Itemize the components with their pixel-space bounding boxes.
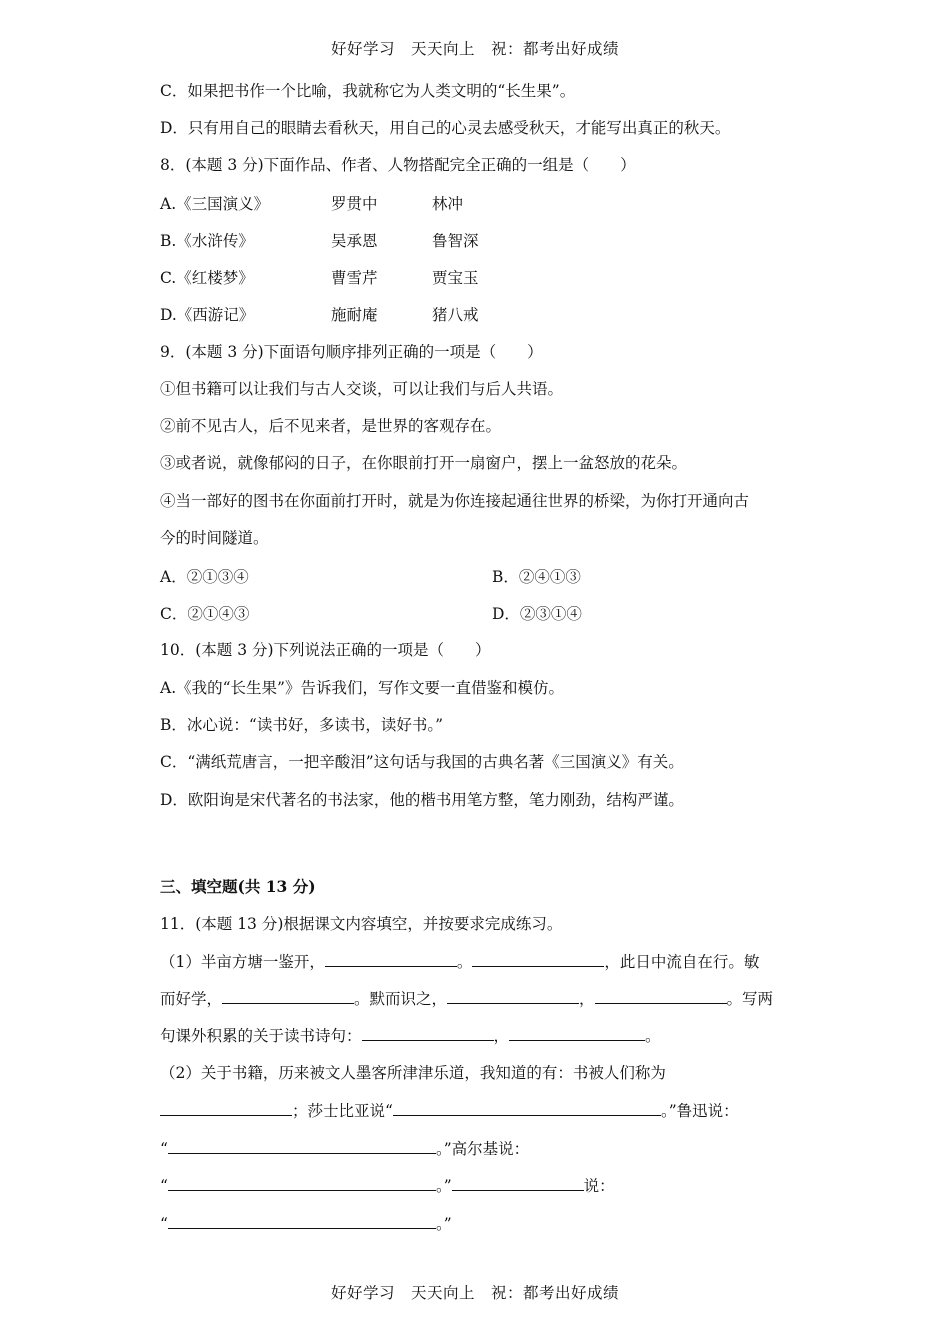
text: 。写两 (726, 990, 774, 1008)
q8-work: C.《红楼梦》 (160, 269, 254, 287)
q10-option-a: A.《我的“长生果”》告诉我们，写作文要一直借鉴和模仿。 (160, 679, 564, 697)
q10-option-c: C．“满纸荒唐言，一把辛酸泪”这句话与我国的古典名著《三国演义》有关。 (160, 753, 684, 771)
text: ， (579, 990, 595, 1008)
q9-stem: 9．(本题 3 分)下面语句顺序排列正确的一项是（ ） (160, 343, 543, 361)
answer-blank[interactable] (595, 988, 727, 1004)
q11-part2-line3 (160, 1138, 529, 1160)
q10-stem: 10．(本题 3 分)下列说法正确的一项是（ ） (160, 641, 491, 659)
text: 。” (435, 1215, 452, 1233)
q10-option-d: D．欧阳询是宋代著名的书法家，他的楷书用笔方整，笔力刚劲，结构严谨。 (160, 791, 684, 809)
text: 。 (645, 1027, 661, 1045)
q7-option-d: D．只有用自己的眼睛去看秋天，用自己的心灵去感受秋天，才能写出真正的秋天。 (160, 119, 731, 137)
text: 。默而识之， (354, 990, 448, 1008)
text: “ (160, 1140, 168, 1158)
q9-sentence-1: ①但书籍可以让我们与古人交谈，可以让我们与后人共语。 (160, 380, 564, 398)
text: 。” (435, 1177, 452, 1195)
q8-character: 林冲 (432, 195, 464, 213)
q11-part1-line1 (160, 951, 759, 973)
q11-part1-line2 (160, 988, 773, 1010)
answer-blank[interactable] (168, 1138, 436, 1154)
answer-blank[interactable] (160, 1100, 292, 1116)
answer-blank[interactable] (362, 1025, 494, 1041)
q7-option-c: C．如果把书作一个比喻，我就称它为人类文明的“长生果”。 (160, 82, 576, 100)
q10-option-b: B．冰心说：“读书好，多读书，读好书。” (160, 716, 443, 734)
q11-part2-line4 (160, 1175, 615, 1197)
text: ，此日中流自在行。敏 (604, 953, 760, 971)
answer-blank[interactable] (452, 1175, 584, 1191)
text: 句课外积累的关于读书诗句： (160, 1027, 362, 1045)
page-header: 好好学习 天天向上 祝：都考出好成绩 (330, 40, 619, 58)
text: 。”高尔基说： (435, 1140, 530, 1158)
q8-stem: 8．(本题 3 分)下面作品、作者、人物搭配完全正确的一组是（ ） (160, 156, 636, 174)
answer-blank[interactable] (447, 988, 579, 1004)
q11-part2-line5 (160, 1213, 452, 1235)
q8-character: 猪八戒 (432, 306, 479, 324)
q8-character: 贾宝玉 (432, 269, 479, 287)
q9-sentence-4-cont: 今的时间隧道。 (160, 529, 269, 547)
text: “ (160, 1177, 168, 1195)
answer-blank[interactable] (393, 1100, 661, 1116)
q11-part1-line3 (160, 1025, 661, 1047)
q9-option-c: C．②①④③ (160, 605, 250, 623)
q8-work: D.《西游记》 (160, 306, 255, 324)
q8-author: 曹雪芹 (331, 269, 378, 287)
q11-stem: 11．(本题 13 分)根据课文内容填空，并按要求完成练习。 (160, 915, 563, 933)
q9-sentence-3: ③或者说，就像郁闷的日子，在你眼前打开一扇窗户，摆上一盆怒放的花朵。 (160, 454, 688, 472)
q9-option-b: B．②④①③ (492, 568, 581, 586)
text: 。 (456, 953, 473, 971)
q9-sentence-2: ②前不见古人，后不见来者，是世界的客观存在。 (160, 417, 502, 435)
answer-blank[interactable] (472, 951, 604, 967)
text: ；莎士比亚说“ (292, 1102, 393, 1120)
page-footer: 好好学习 天天向上 祝：都考出好成绩 (330, 1284, 619, 1302)
q8-author: 吴承恩 (331, 232, 378, 250)
text: 说： (583, 1177, 615, 1195)
text: “ (160, 1215, 168, 1233)
q8-work: A.《三国演义》 (160, 195, 270, 213)
answer-blank[interactable] (325, 951, 457, 967)
answer-blank[interactable] (222, 988, 354, 1004)
q9-option-a: A．②①③④ (160, 568, 249, 586)
q8-author: 施耐庵 (331, 306, 378, 324)
text: 而好学， (160, 990, 223, 1008)
q11-part2-line2 (160, 1100, 739, 1122)
section-title: 三、填空题(共 13 分) (160, 877, 316, 896)
q11-part2-line1: （2）关于书籍，历来被文人墨客所津津乐道，我知道的有：书被人们称为 (160, 1064, 666, 1082)
text: （1）半亩方塘一鉴开， (160, 953, 325, 971)
text: 。”鲁迅说： (660, 1102, 739, 1120)
q9-option-d: D．②③①④ (492, 605, 582, 623)
answer-blank[interactable] (168, 1213, 436, 1229)
q9-sentence-4: ④当一部好的图书在你面前打开时，就是为你连接起通往世界的桥梁，为你打开通向古 (160, 492, 750, 510)
q8-author: 罗贯中 (331, 195, 378, 213)
q8-character: 鲁智深 (432, 232, 479, 250)
q8-work: B.《水浒传》 (160, 232, 254, 250)
answer-blank[interactable] (509, 1025, 645, 1041)
text: ， (493, 1027, 510, 1045)
answer-blank[interactable] (168, 1175, 436, 1191)
